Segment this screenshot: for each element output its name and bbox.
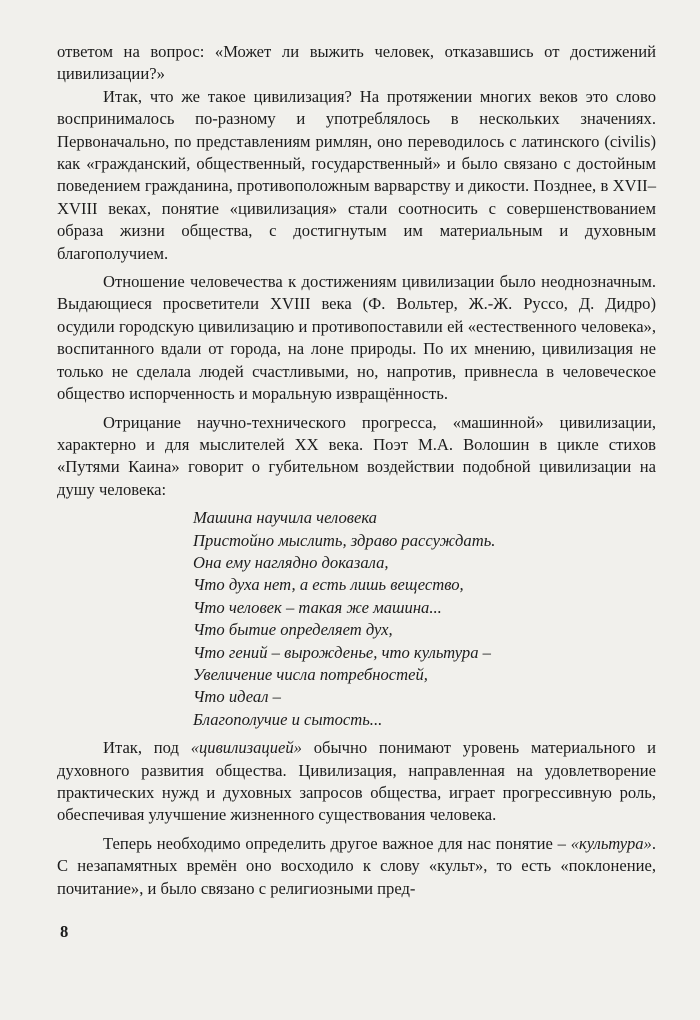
paragraph-enlighteners: Отношение человечества к достижениям цивилизации было неоднозначным. Выдающиеся просветители XVIII века (Ф. Вольтер, Ж.-Ж. Руссо, Д. Дидро) осудили городскую цивилизацию и противопоставили ей «естественного человека», воспитанного вдали от города, на лоне природы. По их мнению, цивилизация не только не сделала людей счастливыми, но, напротив, привнесла в человеческое общество испорченность и моральную извращённость.: [57, 272, 656, 404]
term-civilization: «цивилизацией»: [190, 738, 302, 758]
poem-line: Она ему наглядно доказала,: [193, 552, 389, 572]
poem-line: Что человек – такая же машина...: [193, 597, 442, 617]
page-text: [57, 41, 656, 900]
poem-quote: [193, 507, 656, 731]
poem-line: Машина научила человека: [193, 508, 377, 528]
poem-line: Что гений – вырожденье, что культура –: [193, 642, 491, 662]
culture-text-before: Теперь необходимо определить другое важное для нас понятие –: [103, 833, 571, 853]
poem-line: Что идеал –: [193, 687, 281, 707]
poem-line: Что бытие определяет дух,: [193, 620, 393, 640]
poem-line: Пристойно мыслить, здраво рассуждать.: [193, 530, 496, 550]
paragraph-continuation: ответом на вопрос: «Может ли выжить человек, отказавшись от достижений цивилизации?»: [57, 42, 656, 84]
page-number: 8: [60, 922, 69, 941]
term-culture: «культура»: [570, 833, 652, 853]
poem-line: Благополучие и сытость...: [193, 709, 383, 729]
poem-line: Что духа нет, а есть лишь вещество,: [193, 575, 464, 595]
culture-text-after: . С незапамятных времён оно восходило к слову «культ», то есть «поклонение, почитание», и было связано с религиозными пред-: [57, 833, 656, 898]
poem-line: Увеличение числа потребностей,: [193, 664, 428, 684]
paragraph-culture-definition: [57, 833, 656, 900]
paragraph-civilization-meaning: Итак, что же такое цивилизация? На протяжении многих веков это слово воспринималось по-разному и употреблялось в нескольких значениях. Первоначально, по представлениям римлян, оно переводилось с латинского (civilis) как «гражданский, общественный, государственный» и было связано с достойным поведением гражданина, противоположным варварству и дикости. Позднее, в XVII–XVIII веках, понятие «цивилизация» стали соотносить с совершенствованием образа жизни общества, с достигнутым им материальным и духовным благополучием.: [57, 86, 656, 263]
definition-text-before: Итак, под: [103, 738, 191, 758]
definition-text-after: обычно понимают уровень материального и духовного развития общества. Цивилизация, направленная на удовлетворение практических нужд и духовных запросов общества, играет прогрессивную роль, обеспечивая улучшение жизненного существования человека.: [57, 738, 657, 825]
paragraph-voloshin: Отрицание научно-технического прогресса, «машинной» цивилизации, характерно и для мыслителей XX века. Поэт М.А. Волошин в цикле стихов «Путями Каина» говорит о губительном воздействии подобной цивилизации на душу человека:: [57, 412, 656, 499]
paragraph-civilization-definition: [57, 737, 656, 827]
